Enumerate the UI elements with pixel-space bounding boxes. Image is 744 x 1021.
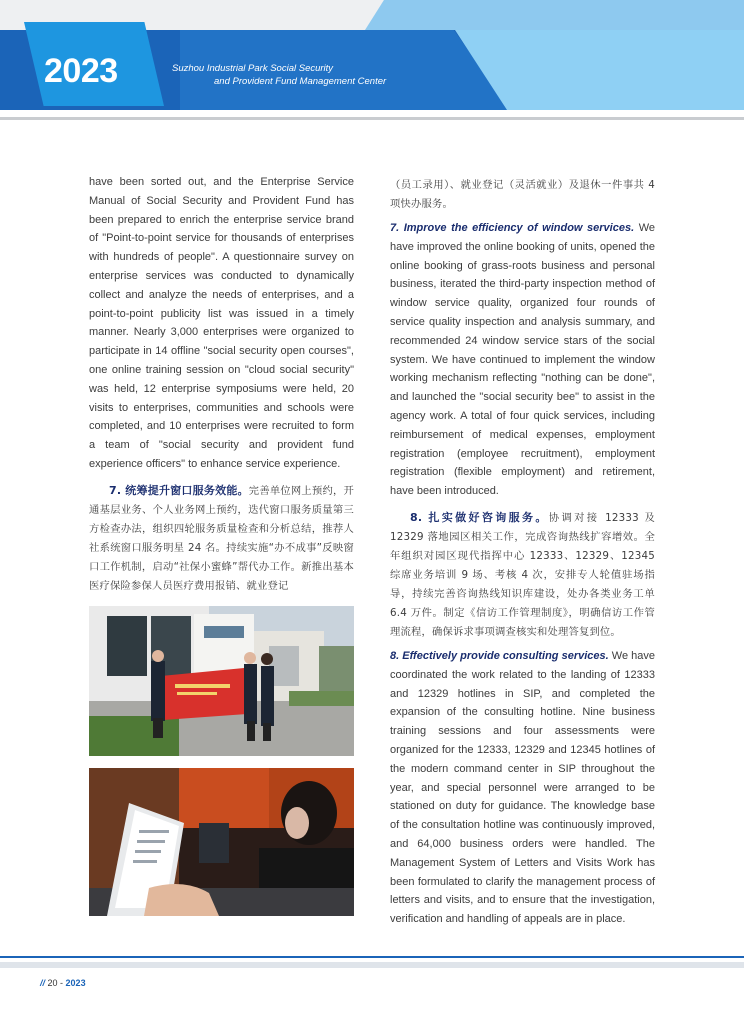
section-7-body-english: We have improved the online booking of units, opened the online booking of grass-roots business and personal business, iterated the third-party inspection method of window service quality, organized four rounds of service quality inspection and analysis summary, and recommended 24 window service stars of the social system. We have continued to implement the window working mechanism reflecting "nothing can be done", and launched the "social security bee" to assist in the agency work. A total of four quick services, including reimbursement of medical expenses, employment registration (employee recruitment), employment registration (flexible employment) and retirement, have been introduced. xyxy=(390,222,655,498)
footer-separator: - xyxy=(57,978,66,988)
section-7-heading-chinese: 7. 统筹提升窗口服务效能。 xyxy=(109,483,249,497)
right-paragraph-english-7 xyxy=(390,219,655,501)
header-organization xyxy=(172,62,386,88)
section-8-heading-english: 8. Effectively provide consulting services. xyxy=(390,649,609,662)
header-divider xyxy=(0,117,744,120)
photo-team-banner xyxy=(89,606,354,756)
page-number xyxy=(40,978,86,988)
right-column xyxy=(390,176,655,929)
photo-hotline-operator xyxy=(89,768,354,916)
section-7-heading-english: 7. Improve the efficiency of window services. xyxy=(390,222,635,234)
section-7-body-chinese: 完善单位网上预约，开通基层业务、个人业务网上预约，迭代窗口服务质量第三方检查办法，组织四轮服务质量检查和分析总结，推荐人社系统窗口服务明星 24 名。持续实施“办不成事”反映窗口工作机制，启动“社保小蜜蜂”帮代办工作。新推出基本医疗保险参保人员医疗费用报销、就业登记 xyxy=(89,484,355,592)
header-year: 2023 xyxy=(44,52,118,90)
left-paragraph-english: have been sorted out, and the Enterprise Service Manual of Social Security and Provident Fund has been prepared to enrich the enterprise service brand of "Point-to-point service for thousands of enterprises with hundreds of people". A questionnaire survey on enterprise services was conducted to dynamically collect and analyze the needs of enterprises, and a point-to-point publicity list was issued in a timely manner. Nearly 3,000 enterprises were organized to participate in 14 offline "social security open courses", one online training session on "cloud social security" was held, 12 enterprise symposiums were held, 20 visits to enterprises, communities and schools were completed, and 10 enterprises were recruited to form a team of "social security and provident fund experience officers" to enhance service experience. xyxy=(89,176,354,470)
right-paragraph-english-8 xyxy=(390,647,655,929)
section-8-body-chinese: 协调对接 12333 及 12329 落地园区相关工作，完成咨询热线扩容增效。全年组织对园区现代指挥中心 12333、12329、12345 综席业务培训 9 场、考核 4 次，安排专人轮值驻场指导，持续完善咨询热线知识库建设，处办各类业务工单 6.4 万件。制定《信访工作管理制度》，明确信访工作管理流程，确保诉求事项调查核实和处理答复到位。 xyxy=(390,511,655,638)
footer-divider xyxy=(0,956,744,958)
right-chinese-continuation: （员工录用）、就业登记（灵活就业）及退休一件事共 4 项快办服务。 xyxy=(390,179,655,210)
org-line-1: Suzhou Industrial Park Social Security xyxy=(172,63,334,74)
left-column xyxy=(89,173,354,596)
photo-team-banner-image xyxy=(89,606,354,756)
right-paragraph-chinese-8 xyxy=(390,508,655,642)
footer-year: 2023 xyxy=(65,978,86,988)
left-paragraph-chinese-7 xyxy=(89,481,354,596)
footer-band xyxy=(0,962,744,968)
photo-hotline-operator-image xyxy=(89,768,354,916)
header-light-stripe xyxy=(365,0,744,30)
org-line-2: and Provident Fund Management Center xyxy=(214,76,387,87)
section-8-body-english: We have coordinated the work related to the landing of 12333 and 12329 hotlines in SIP, and completed the expansion of the consulting hotline. Nine business training sessions and four assessments were organized for the 12333, 12329 and 12345 hotlines of the modern command center in SIP throughout the year, and special personnel were arranged to be stationed on duty for guidance. The knowledge base of the consultation hotline was continuously improved, and 64,000 business orders were handled. The Management System of Letters and Visits Work has been formulated to clarify the management process of letters and visits, and to ensure that the investigation, verification and handling of appeals are in place. xyxy=(390,649,655,926)
footer-slashes: // xyxy=(40,978,46,988)
section-8-heading-chinese: 8. 扎实做好咨询服务。 xyxy=(410,510,549,524)
footer-page: 20 xyxy=(47,978,58,988)
